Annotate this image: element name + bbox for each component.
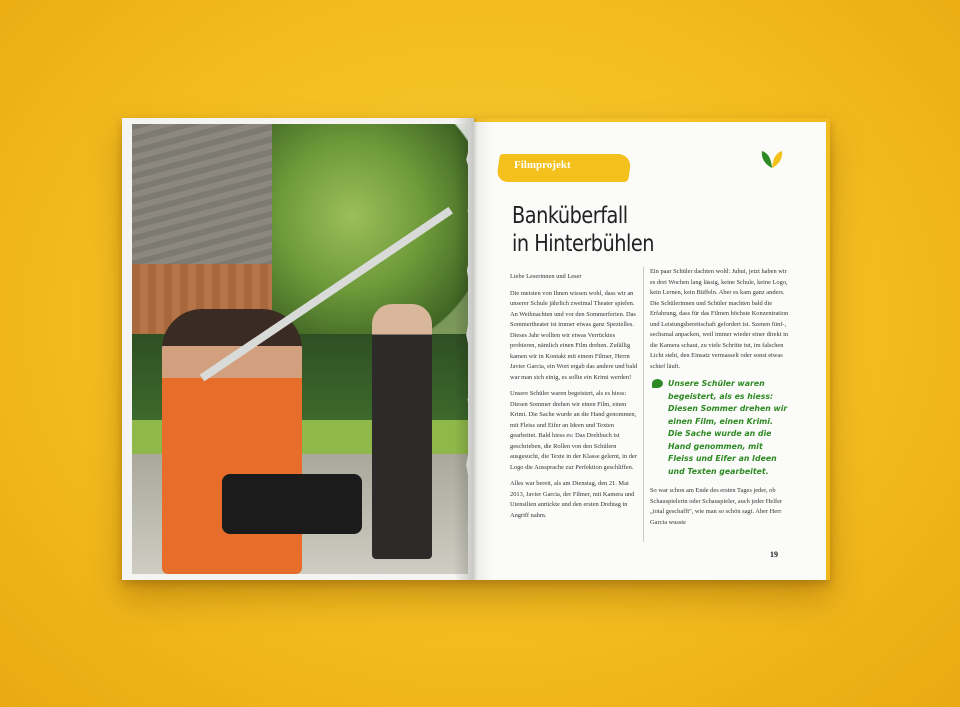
speech-bubble-icon [652, 379, 663, 388]
article-title [512, 202, 730, 258]
section-tag: Filmprojekt [514, 159, 571, 171]
paragraph: Die meisten von Ihnen wissen wohl, dass wir an unserer Schule jährlich zweimal Theater spielen. An Weihnachten und vor den Sommerferien. Das Sommertheater ist immer etwas ganz Spezielles. Dieses Jahr wollten wir etwas Verrücktes probieren, nämlich einen Film drehen. Zufällig kamen wir in Kontakt mit einem Filmer, Herrn Javier Garcia, ein Wort ergab das andere und bald war man sich einig, es sollte ein Krimi werden! [510, 289, 638, 381]
pull-quote-text: Unsere Schüler waren begeistert, als es hiess: Diesen Sommer drehen wir einen Film, einen Krimi. Die Sache wurde an die Hand genommen, mit Fleiss und Eifer an Ideen und Texten gearbeitet. [668, 379, 788, 476]
magazine-spread [122, 118, 830, 580]
right-page [474, 122, 826, 580]
photo-boy [162, 309, 302, 574]
pull-quote [650, 378, 790, 478]
paragraph: Unsere Schüler waren begeistert, als es hiess: Diesen Sommer drehen wir einen Film, einen Krimi. Die Sache wurde an die Hand genommen, mit Fleiss und Eifer an Ideen und Texten gearbeitet. Bald hiess es: Das Drehbuch ist geschrieben, die Rollen von den Schülern ausgesucht, die Texte in der Klasse gelernt, in der Logo die Aussprache zur Perfektion geschliffen. [510, 390, 637, 471]
text-column-left [510, 272, 642, 527]
photo-man [372, 304, 432, 559]
photo-camera [222, 474, 362, 534]
left-page [122, 118, 474, 580]
title-line-1: Banküberfall [512, 203, 628, 229]
title-line-2: in Hinterbühlen [512, 231, 654, 257]
leaf-logo-icon [760, 148, 784, 170]
paragraph: Alles war bereit, als am Dienstag, den 21. Mai 2013, Javier Garcia, der Filmer, mit Kamera und Utensilien anrückte und den ersten Drehtag in Angriff nahm. [510, 480, 635, 519]
paragraph: So war schon am Ende des ersten Tages jeder, ob Schauspielerin oder Schauspieler, auch jeder Helfer „total geschafft", wie man so schön sagt. Aber Herr Garcia wusste [650, 487, 783, 526]
page-number: 19 [770, 550, 778, 559]
column-divider [643, 267, 644, 542]
greeting: Liebe Leserinnen und Leser [510, 273, 582, 280]
paragraph: Ein paar Schüler dachten wohl: Juhui, jetzt haben wir es drei Wochen lang lässig, keine Schule, keine Logo, kein Lernen, kein Büffeln. Aber es kam ganz anders. Die Schülerinnen und Schüler machten bald die Erfahrung, dass für das Filmen höchste Konzentration und Leistungsbereitschaft gefordert ist. Szenen fünf-, sechsmal anpacken, weil immer wieder einer direkt in die Kamera schaut, zu viele Schritte tut, im falschen Licht steht, den Einsatz vermasselt oder sonst etwas schief läuft. [650, 268, 789, 370]
film-crew-photo [132, 124, 468, 574]
photo-tree [272, 124, 468, 354]
text-column-right [650, 267, 790, 534]
